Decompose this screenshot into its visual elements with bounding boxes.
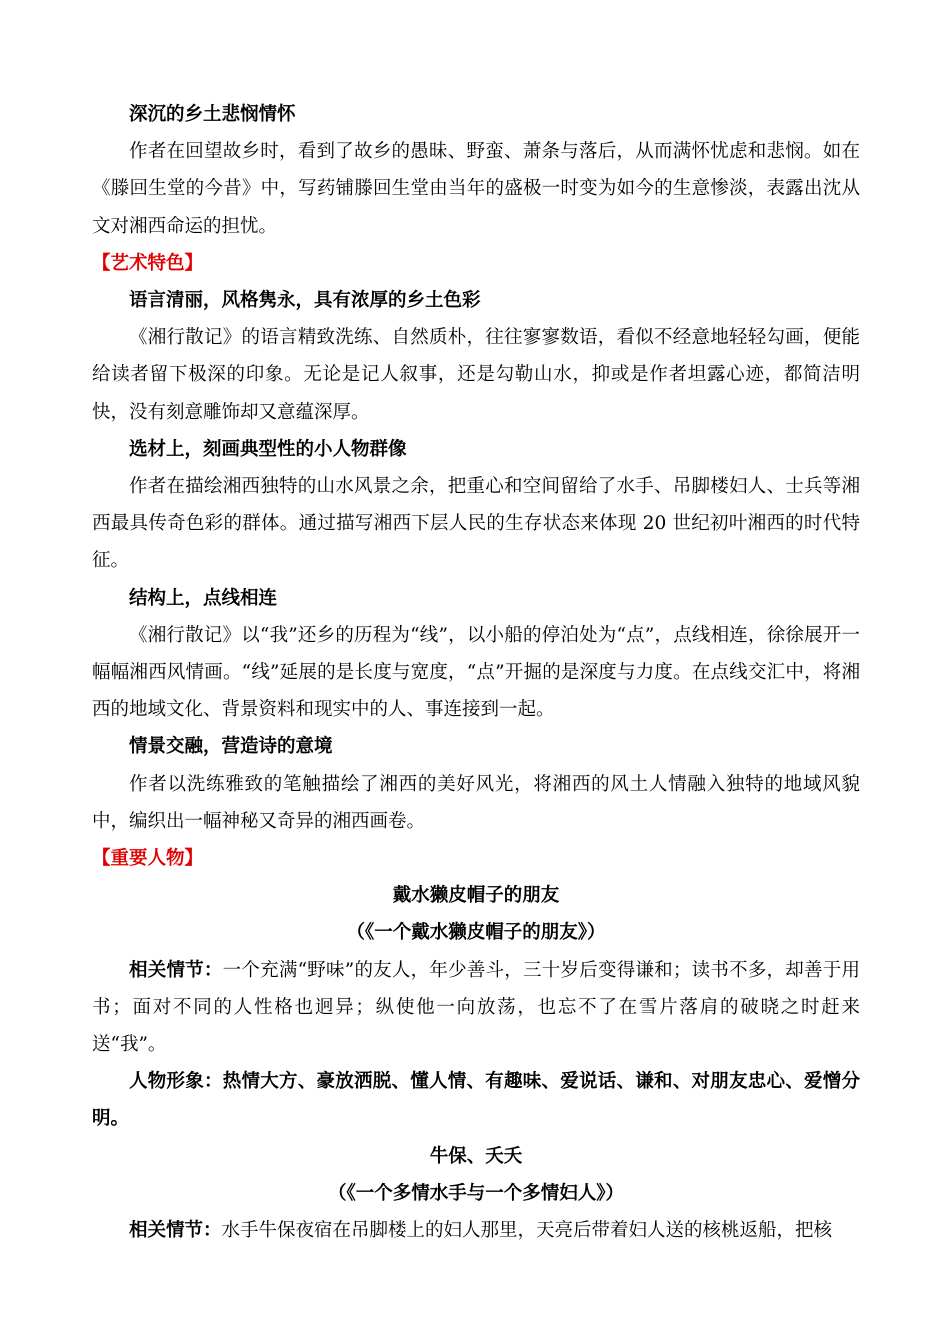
character-source-niubao-yaoyao: （《一个多情水手与一个多情妇人》）	[327, 1182, 624, 1204]
character-image-otter-hat-friend: 人物形象：热情大方、豪放洒脱、懂人情、有趣味、爱说话、谦和、对朋友忠心、爱憎分明。	[92, 1071, 860, 1130]
section-label-art-features: 【艺术特色】	[92, 252, 204, 274]
character-name-otter-hat-friend: 戴水獭皮帽子的朋友	[392, 885, 560, 907]
paragraph-language-style: 《湘行散记》的语言精致洗练、自然质朴，往往寥寥数语，看似不经意地轻轻勾画，便能给读者留下极深的印象。无论是记人叙事，还是勾勒山水，抑或是作者坦露心迹，都简洁明快，没有刻意雕饰却又意蕴深厚。	[92, 327, 860, 423]
section-label-important-people: 【重要人物】	[92, 848, 204, 870]
paragraph-structure: 《湘行散记》以“我”还乡的历程为“线”，以小船的停泊处为“点”，点线相连，徐徐展开一幅幅湘西风情画。“线”延展的是长度与宽度，“点”开掘的是深度与力度。在点线交汇中，将湘西的地域文化、背景资料和现实中的人、事连接到一起。	[92, 624, 860, 721]
plot-paragraph-niubao-yaoyao	[92, 1212, 860, 1249]
paragraph-scene-emotion: 作者以洗练雅致的笔触描绘了湘西的美好风光，将湘西的风土人情融入独特的地域风貌中，编织出一幅神秘又奇异的湘西画卷。	[92, 773, 860, 832]
paragraph-rural-compassion: 作者在回望故乡时，看到了故乡的愚昧、野蛮、萧条与落后，从而满怀忧虑和悲悯。如在《滕回生堂的今昔》中，写药铺滕回生堂由当年的盛极一时变为如今的生意惨淡，表露出沈从文对湘西命运的担忧。	[92, 141, 860, 237]
paragraph-material-selection: 作者在描绘湘西独特的山水风景之余，把重心和空间留给了水手、吊脚楼妇人、士兵等湘西最具传奇色彩的群体。通过描写湘西下层人民的生存状态来体现 20 世纪初叶湘西的时代特征。	[92, 476, 860, 572]
heading-language-style: 语言清丽，风格隽永，具有浓厚的乡土色彩	[129, 290, 481, 312]
plot-label: 相关情节：	[129, 1220, 222, 1242]
plot-label: 相关情节：	[129, 959, 223, 981]
character-name-niubao-yaoyao: 牛保、夭夭	[429, 1145, 523, 1167]
plot-text: 水手牛保夜宿在吊脚楼上的妇人那里，天亮后带着妇人送的核桃返船，把核	[221, 1220, 833, 1242]
plot-text: 一个充满“野味”的友人，年少善斗，三十岁后变得谦和；读书不多，却善于用书；面对不同的人性格也迥异；纵使他一向放荡，也忘不了在雪片落肩的破晓之时赶来送“我”。	[92, 959, 860, 1056]
heading-rural-compassion: 深沉的乡土悲悯情怀	[129, 104, 296, 125]
heading-scene-emotion: 情景交融，营造诗的意境	[129, 736, 333, 758]
heading-structure: 结构上，点线相连	[129, 587, 278, 609]
heading-material-selection: 选材上，刻画典型性的小人物群像	[129, 438, 407, 460]
plot-paragraph-otter-hat-friend	[92, 952, 860, 1064]
character-source-otter-hat-friend: （《一个戴水獭皮帽子的朋友》）	[346, 922, 606, 944]
document-page	[92, 96, 860, 1249]
